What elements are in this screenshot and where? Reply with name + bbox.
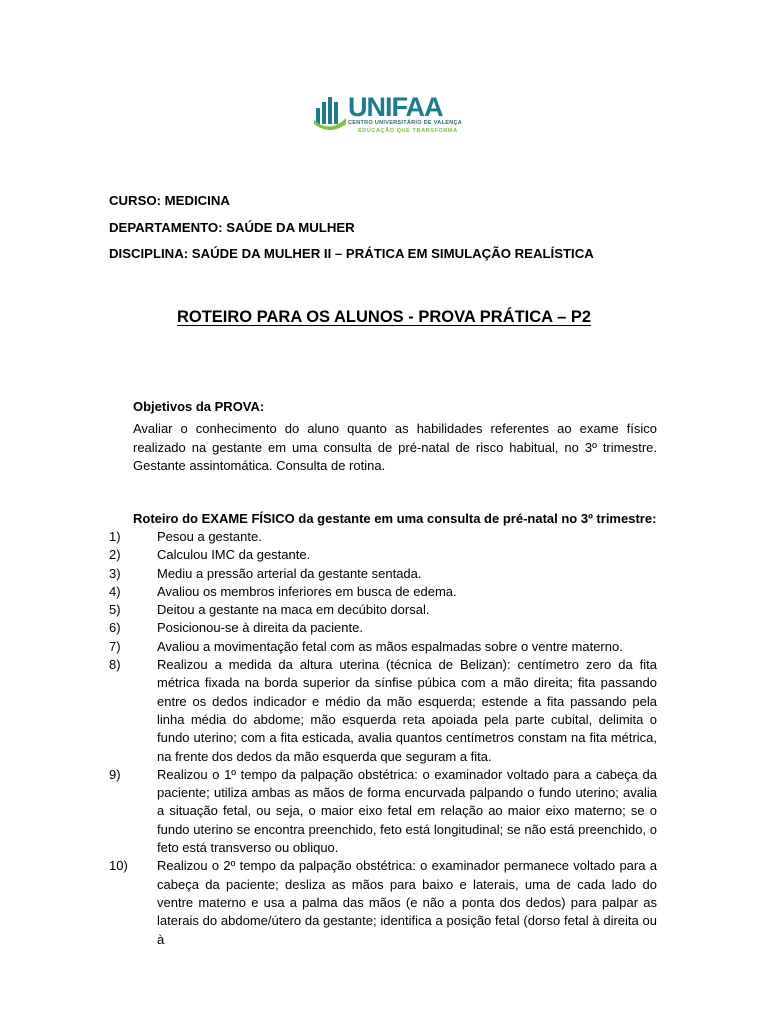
roteiro-step-text: Mediu a pressão arterial da gestante sentada. bbox=[157, 565, 422, 581]
roteiro-step-number: 6) bbox=[109, 620, 121, 636]
roteiro-step bbox=[109, 528, 657, 546]
header-curso: CURSO: MEDICINA bbox=[109, 193, 230, 208]
roteiro-step-number: 2) bbox=[109, 547, 121, 563]
roteiro-step-text: Realizou o 2º tempo da palpação obstétrica: o examinador permanece voltado para a cabeça da paciente; desliza as mãos para baixo e laterais, uma de cada lado do ventre materno e usa a palma das mãos (e não a ponta dos dedos) para palpar as laterais do abdome/útero da gestante; identifica a posição fetal (dorso fetal à direita ou à bbox=[157, 858, 657, 947]
roteiro-step-number: 9) bbox=[109, 766, 121, 782]
document-title-text: ROTEIRO PARA OS ALUNOS - PROVA PRÁTICA – P2 bbox=[176, 308, 592, 326]
roteiro-step bbox=[109, 619, 657, 637]
roteiro-heading: Roteiro do EXAME FÍSICO da gestante em uma consulta de pré-natal no 3º trimestre: bbox=[133, 511, 657, 526]
roteiro-step-number: 5) bbox=[109, 602, 121, 618]
roteiro-step-text: Deitou a gestante na maca em decúbito dorsal. bbox=[157, 602, 430, 618]
roteiro-step bbox=[109, 766, 657, 857]
roteiro-section bbox=[109, 509, 657, 949]
roteiro-step bbox=[109, 857, 657, 948]
roteiro-step bbox=[109, 638, 657, 656]
roteiro-steps-list bbox=[109, 528, 657, 949]
logo-word-faa: FAA bbox=[391, 92, 443, 122]
roteiro-step bbox=[109, 601, 657, 619]
roteiro-step-text: Realizou o 1º tempo da palpação obstétrica: o examinador voltado para a cabeça da paciente; utiliza ambas as mãos de forma encurvada palpando o fundo uterino; avalia a situação fetal, ou seja, o maior eixo fetal em relação ao maior eixo materno; se o fundo uterino se encontra preenchido, feto está longitudinal; se não está preenchido, o feto está transverso ou obliquo. bbox=[157, 766, 657, 856]
roteiro-step bbox=[109, 583, 657, 601]
roteiro-step-text: Calculou IMC da gestante. bbox=[157, 547, 311, 563]
roteiro-step-number: 10) bbox=[109, 858, 128, 874]
roteiro-step-text: Avaliou a movimentação fetal com as mãos espalmadas sobre o ventre materno. bbox=[157, 638, 623, 654]
objetivos-heading: Objetivos da PROVA: bbox=[133, 399, 265, 414]
roteiro-step-text: Realizou a medida da altura uterina (técnica de Belizan): centímetro zero da fita métrica fixada na borda superior da sínfise púbica com a mão direita; fita passando entre os dedos indicador e médio da mão esquerda; estende a fita passando pela linha média do abdome; mão esquerda reta apoiada pela parte cubital, delimita o fundo uterino; com a fita esticada, avalia quantos centímetros constam na fita métrica, na frente dos dedos da mão esquerda que seguram a fita. bbox=[157, 657, 657, 764]
objetivos-text: Avaliar o conhecimento do aluno quanto as habilidades referentes ao exame físico realizado na gestante em uma consulta de pré-natal de risco habitual, no 3º trimestre. Gestante assintomática. Consulta de rotina. bbox=[133, 421, 657, 473]
roteiro-step bbox=[109, 546, 657, 564]
roteiro-step-text: Avaliou os membros inferiores em busca de edema. bbox=[157, 583, 457, 599]
header-departamento: DEPARTAMENTO: SAÚDE DA MULHER bbox=[109, 220, 355, 235]
roteiro-step-number: 7) bbox=[109, 638, 121, 654]
roteiro-step-number: 8) bbox=[109, 657, 121, 673]
logo-wordmark bbox=[348, 92, 443, 122]
logo-word-uni: UNI bbox=[348, 92, 392, 122]
roteiro-step bbox=[109, 565, 657, 583]
roteiro-step-text: Posicionou-se à direita da paciente. bbox=[157, 620, 363, 636]
logo-tagline: EDUCAÇÃO QUE TRANSFORMA bbox=[358, 128, 458, 134]
header-disciplina: DISCIPLINA: SAÚDE DA MULHER II – PRÁTICA EM SIMULAÇÃO REALÍSTICA bbox=[109, 246, 594, 261]
roteiro-step-text: Pesou a gestante. bbox=[157, 529, 262, 544]
roteiro-step-number: 1) bbox=[109, 529, 121, 544]
unifaa-logo bbox=[312, 92, 463, 140]
roteiro-step-number: 3) bbox=[109, 565, 121, 581]
unifaa-logo-mark-icon bbox=[312, 94, 348, 130]
document-title bbox=[0, 308, 768, 327]
objetivos-section bbox=[133, 397, 657, 476]
logo-subtitle: CENTRO UNIVERSITÁRIO DE VALENÇA bbox=[348, 120, 463, 126]
roteiro-step bbox=[109, 656, 657, 766]
roteiro-step-number: 4) bbox=[109, 583, 121, 599]
